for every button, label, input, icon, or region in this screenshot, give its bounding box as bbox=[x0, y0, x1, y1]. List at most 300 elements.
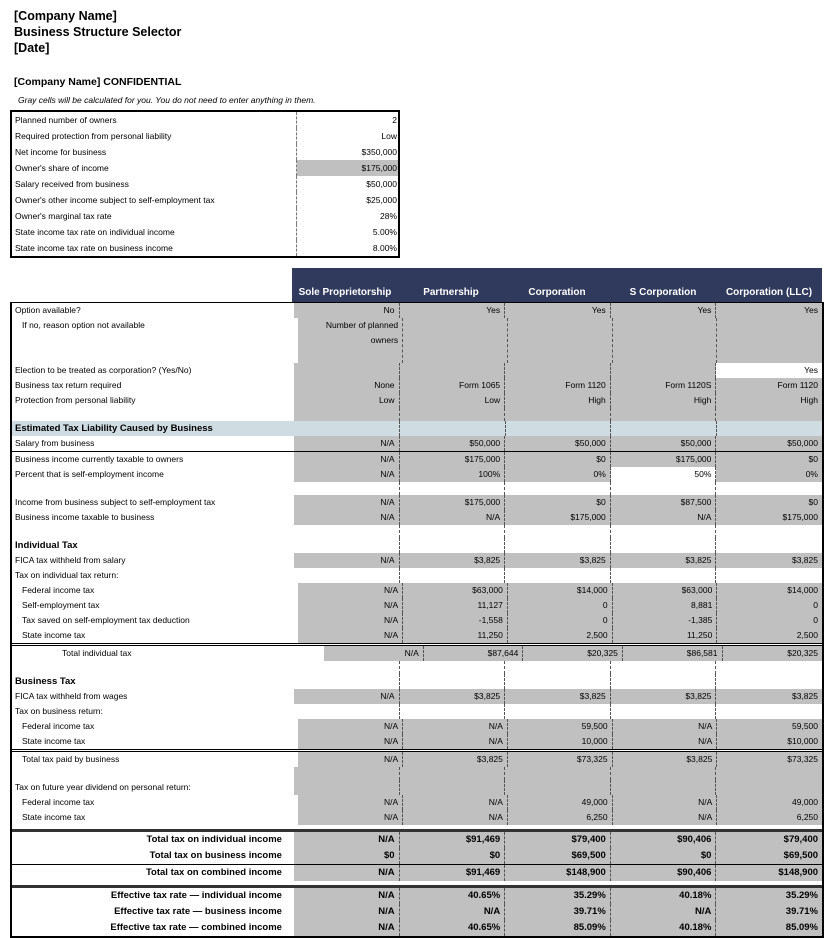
cell-2: $50,000 bbox=[400, 436, 506, 451]
cell-5: 2,500 bbox=[717, 628, 822, 643]
cell-1 bbox=[294, 538, 400, 553]
cell-4: N/A bbox=[613, 719, 718, 734]
input-value: $175,000 bbox=[297, 160, 398, 176]
cell-2 bbox=[400, 780, 506, 795]
cell-1 bbox=[294, 363, 400, 378]
cell-5: Yes bbox=[716, 303, 822, 318]
table-row bbox=[12, 583, 822, 598]
input-label: Owner's share of income bbox=[12, 160, 297, 176]
inputs-table bbox=[10, 110, 400, 258]
row-label: State income tax bbox=[12, 628, 298, 643]
cell-4: N/A bbox=[613, 810, 718, 825]
cell-2: 11,250 bbox=[403, 628, 508, 643]
column-header: Sole Proprietorship bbox=[298, 287, 392, 298]
cell-1: Low bbox=[294, 393, 400, 408]
cell-5 bbox=[716, 767, 822, 780]
cell-2: $3,825 bbox=[400, 553, 506, 568]
cell-1 bbox=[294, 568, 400, 583]
cell-4 bbox=[611, 767, 717, 780]
row-label: FICA tax withheld from wages bbox=[12, 689, 294, 704]
cell-3: 35.29% bbox=[505, 888, 611, 904]
table-row bbox=[12, 393, 822, 408]
cell-4[interactable]: 50% bbox=[611, 467, 717, 482]
cell-1: N/A bbox=[298, 598, 403, 613]
cell-1: N/A bbox=[294, 436, 400, 451]
cell-3 bbox=[505, 408, 611, 421]
input-label: State income tax rate on business income bbox=[12, 240, 297, 256]
row-label: Protection from personal liability bbox=[12, 393, 294, 408]
cell-2 bbox=[400, 421, 505, 436]
cell-1 bbox=[294, 661, 400, 674]
cell-2 bbox=[400, 568, 506, 583]
cell-4: $50,000 bbox=[611, 436, 717, 451]
cell-4: 40.18% bbox=[611, 888, 717, 904]
row-label: Option available? bbox=[12, 303, 294, 318]
table-row bbox=[12, 568, 822, 583]
cell-5 bbox=[717, 318, 822, 363]
table-row bbox=[12, 628, 822, 643]
cell-1 bbox=[295, 421, 400, 436]
input-value[interactable]: 5.00% bbox=[372, 227, 397, 237]
table-row bbox=[12, 734, 822, 749]
row-label: Federal income tax bbox=[12, 795, 298, 810]
table-row bbox=[12, 436, 822, 451]
cell-1 bbox=[294, 408, 400, 421]
cell-1: Number of planned owners bbox=[298, 318, 403, 363]
cell-2 bbox=[400, 661, 506, 674]
cell-4: $87,500 bbox=[611, 495, 717, 510]
input-value[interactable]: $350,000 bbox=[361, 147, 397, 157]
cell-3: 0 bbox=[508, 613, 613, 628]
input-label: Planned number of owners bbox=[12, 112, 297, 128]
cell-4: $86,581 bbox=[623, 646, 723, 661]
table-row bbox=[12, 810, 822, 825]
cell-1: N/A bbox=[294, 495, 400, 510]
cell-4 bbox=[611, 780, 717, 795]
cell-1: N/A bbox=[294, 904, 400, 920]
table-row bbox=[12, 643, 822, 661]
row-label bbox=[12, 767, 294, 780]
cell-3: 6,250 bbox=[508, 810, 613, 825]
cell-3 bbox=[508, 318, 613, 363]
cell-1: N/A bbox=[294, 467, 400, 482]
table-row bbox=[12, 795, 822, 810]
cell-2: $3,825 bbox=[403, 752, 508, 767]
cell-4 bbox=[611, 704, 717, 719]
cell-3: 0 bbox=[508, 598, 613, 613]
row-label: Business income currently taxable to owners bbox=[12, 452, 294, 467]
row-label: Business income taxable to business bbox=[12, 510, 294, 525]
cell-4 bbox=[611, 661, 717, 674]
cell-3 bbox=[505, 568, 611, 583]
cell-4: $175,000 bbox=[611, 452, 717, 467]
cell-3: High bbox=[505, 393, 611, 408]
cell-3 bbox=[505, 538, 611, 553]
table-row bbox=[12, 848, 822, 864]
cell-4: -1,385 bbox=[613, 613, 718, 628]
table-row bbox=[12, 885, 822, 904]
cell-5 bbox=[716, 661, 822, 674]
cell-1 bbox=[294, 780, 400, 795]
cell-5: $175,000 bbox=[716, 510, 822, 525]
input-row bbox=[12, 112, 398, 128]
cell-3: 39.71% bbox=[505, 904, 611, 920]
date: [Date] bbox=[14, 41, 50, 55]
cell-4 bbox=[611, 674, 717, 689]
input-row bbox=[12, 160, 398, 176]
cell-1 bbox=[294, 767, 400, 780]
row-label: Income from business subject to self-employment tax bbox=[12, 495, 294, 510]
cell-3: 0% bbox=[505, 467, 611, 482]
cell-3 bbox=[505, 767, 611, 780]
cell-4: $3,825 bbox=[613, 752, 718, 767]
row-label bbox=[12, 661, 294, 674]
row-label: Percent that is self-employment income bbox=[12, 467, 294, 482]
cell-3: $73,325 bbox=[508, 752, 613, 767]
cell-5 bbox=[716, 780, 822, 795]
input-value[interactable]: $50,000 bbox=[366, 179, 397, 189]
cell-2: $63,000 bbox=[403, 583, 508, 598]
cell-2: 100% bbox=[400, 467, 506, 482]
cell-3: Form 1120 bbox=[505, 378, 611, 393]
cell-3: $175,000 bbox=[505, 510, 611, 525]
row-label: Business Tax bbox=[12, 674, 294, 689]
cell-5: $0 bbox=[716, 495, 822, 510]
input-value[interactable]: Low bbox=[381, 131, 397, 141]
column-header: Corporation (LLC) bbox=[725, 287, 813, 298]
cell-3: Yes bbox=[505, 303, 611, 318]
cell-4 bbox=[611, 482, 717, 495]
cell-4: N/A bbox=[613, 734, 718, 749]
row-label: Individual Tax bbox=[12, 538, 294, 553]
cell-5: $3,825 bbox=[716, 553, 822, 568]
cell-1 bbox=[294, 704, 400, 719]
cell-2 bbox=[400, 674, 506, 689]
row-label: Estimated Tax Liability Caused by Business bbox=[12, 421, 295, 436]
cell-2: $0 bbox=[400, 848, 506, 864]
cell-4 bbox=[611, 363, 717, 378]
cell-1: No bbox=[294, 303, 400, 318]
table-row bbox=[12, 661, 822, 674]
cell-3: $79,400 bbox=[505, 832, 611, 848]
input-label: Required protection from personal liability bbox=[12, 128, 297, 144]
cell-1: N/A bbox=[298, 810, 403, 825]
cell-5: 85.09% bbox=[716, 920, 822, 936]
cell-2: $91,469 bbox=[400, 865, 506, 881]
cell-2: N/A bbox=[400, 510, 506, 525]
cell-4: N/A bbox=[611, 510, 717, 525]
row-label: Tax on future year dividend on personal return: bbox=[12, 780, 294, 795]
cell-4: $3,825 bbox=[611, 689, 717, 704]
cell-5: $69,500 bbox=[716, 848, 822, 864]
cell-3: 49,000 bbox=[508, 795, 613, 810]
input-label: State income tax rate on individual income bbox=[12, 224, 297, 240]
cell-4: 40.18% bbox=[611, 920, 717, 936]
cell-5 bbox=[716, 704, 822, 719]
input-value[interactable]: 2 bbox=[392, 115, 397, 125]
table-row bbox=[12, 829, 822, 848]
cell-1: N/A bbox=[294, 865, 400, 881]
cell-4 bbox=[611, 538, 717, 553]
cell-1: N/A bbox=[298, 734, 403, 749]
cell-1: N/A bbox=[294, 832, 400, 848]
table-row bbox=[12, 864, 822, 881]
cell-3 bbox=[506, 421, 611, 436]
cell-1: $0 bbox=[294, 848, 400, 864]
cell-1: N/A bbox=[294, 920, 400, 936]
cell-4: $0 bbox=[611, 848, 717, 864]
cell-4: Yes bbox=[611, 303, 717, 318]
cell-3 bbox=[505, 661, 611, 674]
cell-5: $148,900 bbox=[716, 865, 822, 881]
table-row bbox=[12, 495, 822, 510]
cell-3 bbox=[505, 704, 611, 719]
row-label: Effective tax rate — combined income bbox=[12, 920, 294, 936]
cell-4: Form 1120S bbox=[611, 378, 717, 393]
row-label: Federal income tax bbox=[12, 583, 298, 598]
cell-4 bbox=[611, 408, 717, 421]
cell-3: $69,500 bbox=[505, 848, 611, 864]
input-row bbox=[12, 240, 398, 256]
table-row bbox=[12, 378, 822, 393]
comparison-table bbox=[10, 302, 824, 938]
cell-3: $20,325 bbox=[523, 646, 623, 661]
input-label: Owner's marginal tax rate bbox=[12, 208, 297, 224]
table-row bbox=[12, 719, 822, 734]
row-label: Business tax return required bbox=[12, 378, 294, 393]
cell-3: $3,825 bbox=[505, 689, 611, 704]
cell-4: $3,825 bbox=[611, 553, 717, 568]
table-row bbox=[12, 598, 822, 613]
cell-1 bbox=[294, 525, 400, 538]
input-row bbox=[12, 208, 398, 224]
table-row bbox=[12, 408, 822, 421]
section-header bbox=[12, 421, 822, 436]
input-row bbox=[12, 192, 398, 208]
row-label: Tax on individual tax return: bbox=[12, 568, 294, 583]
cell-5: $14,000 bbox=[717, 583, 822, 598]
table-row bbox=[12, 525, 822, 538]
cell-5 bbox=[716, 538, 822, 553]
cell-5 bbox=[716, 408, 822, 421]
table-row bbox=[12, 749, 822, 767]
input-label: Owner's other income subject to self-employment tax bbox=[12, 192, 297, 208]
cell-3 bbox=[505, 780, 611, 795]
row-label: Total tax paid by business bbox=[12, 752, 298, 767]
cell-3 bbox=[505, 525, 611, 538]
cell-4: $63,000 bbox=[613, 583, 718, 598]
cell-5[interactable]: Yes bbox=[716, 363, 822, 378]
cell-3: $0 bbox=[505, 495, 611, 510]
cell-2 bbox=[400, 767, 506, 780]
cell-4: High bbox=[611, 393, 717, 408]
cell-5: $79,400 bbox=[716, 832, 822, 848]
cell-3: 10,000 bbox=[508, 734, 613, 749]
row-label: State income tax bbox=[12, 810, 298, 825]
cell-2 bbox=[400, 482, 506, 495]
cell-1: N/A bbox=[298, 628, 403, 643]
cell-5: 0 bbox=[717, 598, 822, 613]
table-row bbox=[12, 689, 822, 704]
input-value[interactable]: 8.00% bbox=[372, 243, 397, 253]
row-label bbox=[12, 482, 294, 495]
cell-3 bbox=[505, 363, 611, 378]
cell-2 bbox=[400, 363, 506, 378]
cell-5: 39.71% bbox=[716, 904, 822, 920]
row-label: Self-employment tax bbox=[12, 598, 298, 613]
cell-5: 0 bbox=[717, 613, 822, 628]
row-label: Federal income tax bbox=[12, 719, 298, 734]
table-row bbox=[12, 538, 822, 553]
cell-1: N/A bbox=[298, 613, 403, 628]
cell-5: $73,325 bbox=[717, 752, 822, 767]
cell-1: N/A bbox=[324, 646, 424, 661]
cell-2: N/A bbox=[403, 795, 508, 810]
cell-3 bbox=[505, 482, 611, 495]
confidential-heading: [Company Name] CONFIDENTIAL bbox=[14, 76, 182, 88]
table-row bbox=[12, 451, 822, 467]
cell-1: N/A bbox=[294, 510, 400, 525]
cell-1 bbox=[294, 482, 400, 495]
row-label: FICA tax withheld from salary bbox=[12, 553, 294, 568]
row-label: Total tax on individual income bbox=[12, 832, 294, 848]
cell-5: $3,825 bbox=[716, 689, 822, 704]
cell-2 bbox=[403, 318, 508, 363]
cell-1: N/A bbox=[298, 795, 403, 810]
cell-3: 2,500 bbox=[508, 628, 613, 643]
cell-2: -1,558 bbox=[403, 613, 508, 628]
table-row bbox=[12, 674, 822, 689]
cell-2: $91,469 bbox=[400, 832, 506, 848]
cell-2: N/A bbox=[403, 719, 508, 734]
cell-1: N/A bbox=[298, 583, 403, 598]
table-row bbox=[12, 553, 822, 568]
cell-3: $14,000 bbox=[508, 583, 613, 598]
input-label: Net income for business bbox=[12, 144, 297, 160]
row-label bbox=[12, 525, 294, 538]
cell-2: 11,127 bbox=[403, 598, 508, 613]
page-title: Business Structure Selector bbox=[14, 25, 182, 39]
row-label: Salary from business bbox=[12, 436, 294, 451]
cell-2 bbox=[400, 525, 506, 538]
column-header: S Corporation bbox=[629, 287, 697, 298]
cell-2 bbox=[400, 704, 506, 719]
table-row bbox=[12, 904, 822, 920]
cell-5: 35.29% bbox=[716, 888, 822, 904]
table-row bbox=[12, 780, 822, 795]
input-value[interactable]: 28% bbox=[379, 211, 397, 221]
cell-2: N/A bbox=[403, 734, 508, 749]
table-row bbox=[12, 767, 822, 780]
table-row bbox=[12, 467, 822, 482]
cell-4: $90,406 bbox=[611, 865, 717, 881]
cell-4: N/A bbox=[613, 795, 718, 810]
cell-2: 40.65% bbox=[400, 920, 506, 936]
input-row bbox=[12, 144, 398, 160]
column-header: Partnership bbox=[423, 287, 479, 298]
cell-5 bbox=[716, 525, 822, 538]
input-row bbox=[12, 176, 398, 192]
cell-5: $10,000 bbox=[717, 734, 822, 749]
cell-3: $148,900 bbox=[505, 865, 611, 881]
cell-1: N/A bbox=[298, 752, 403, 767]
cell-3: $0 bbox=[505, 452, 611, 467]
cell-2: $3,825 bbox=[400, 689, 506, 704]
table-row bbox=[12, 510, 822, 525]
input-label: Salary received from business bbox=[12, 176, 297, 192]
row-label: Total individual tax bbox=[12, 646, 324, 661]
cell-3 bbox=[505, 674, 611, 689]
cell-3: $50,000 bbox=[505, 436, 611, 451]
cell-1: N/A bbox=[298, 719, 403, 734]
cell-5: $50,000 bbox=[716, 436, 822, 451]
cell-5: $0 bbox=[716, 452, 822, 467]
cell-1: N/A bbox=[294, 452, 400, 467]
table-row bbox=[12, 303, 822, 318]
row-label: Tax saved on self-employment tax deduction bbox=[12, 613, 298, 628]
cell-4: 11,250 bbox=[613, 628, 718, 643]
cell-2: Low bbox=[400, 393, 506, 408]
row-label: If no, reason option not available bbox=[12, 318, 298, 363]
cell-4 bbox=[611, 421, 716, 436]
cell-2: $87,644 bbox=[424, 646, 524, 661]
row-label: State income tax bbox=[12, 734, 298, 749]
cell-1: N/A bbox=[294, 553, 400, 568]
table-row bbox=[12, 318, 822, 363]
cell-5 bbox=[716, 482, 822, 495]
cell-3: 85.09% bbox=[505, 920, 611, 936]
cell-5: 6,250 bbox=[717, 810, 822, 825]
cell-4 bbox=[611, 568, 717, 583]
cell-5: Form 1120 bbox=[716, 378, 822, 393]
cell-5 bbox=[716, 674, 822, 689]
cell-2: Form 1065 bbox=[400, 378, 506, 393]
cell-1: None bbox=[294, 378, 400, 393]
cell-3: $3,825 bbox=[505, 553, 611, 568]
cell-4: 8,881 bbox=[613, 598, 718, 613]
input-value[interactable]: $25,000 bbox=[366, 195, 397, 205]
cell-1 bbox=[294, 674, 400, 689]
row-label: Election to be treated as corporation? (Yes/No) bbox=[12, 363, 294, 378]
cell-2: N/A bbox=[400, 904, 506, 920]
column-header: Corporation bbox=[528, 287, 586, 298]
row-label: Tax on business return: bbox=[12, 704, 294, 719]
cell-4 bbox=[613, 318, 718, 363]
cell-4: N/A bbox=[611, 904, 717, 920]
cell-4: $90,406 bbox=[611, 832, 717, 848]
row-label: Total tax on business income bbox=[12, 848, 294, 864]
instructions-note: Gray cells will be calculated for you. You do not need to enter anything in them. bbox=[18, 95, 316, 105]
cell-2: N/A bbox=[403, 810, 508, 825]
cell-4 bbox=[611, 525, 717, 538]
cell-2: 40.65% bbox=[400, 888, 506, 904]
input-row bbox=[12, 224, 398, 240]
cell-5: 49,000 bbox=[717, 795, 822, 810]
cell-5: 59,500 bbox=[717, 719, 822, 734]
cell-5: $20,325 bbox=[723, 646, 823, 661]
row-label: Effective tax rate — business income bbox=[12, 904, 294, 920]
row-label: Total tax on combined income bbox=[12, 865, 294, 881]
cell-3: 59,500 bbox=[508, 719, 613, 734]
column-headers bbox=[292, 268, 822, 302]
input-row bbox=[12, 128, 398, 144]
cell-5: High bbox=[716, 393, 822, 408]
row-label: Effective tax rate — individual income bbox=[12, 888, 294, 904]
cell-2: Yes bbox=[400, 303, 506, 318]
cell-5 bbox=[717, 421, 822, 436]
table-row bbox=[12, 482, 822, 495]
table-row bbox=[12, 920, 822, 936]
